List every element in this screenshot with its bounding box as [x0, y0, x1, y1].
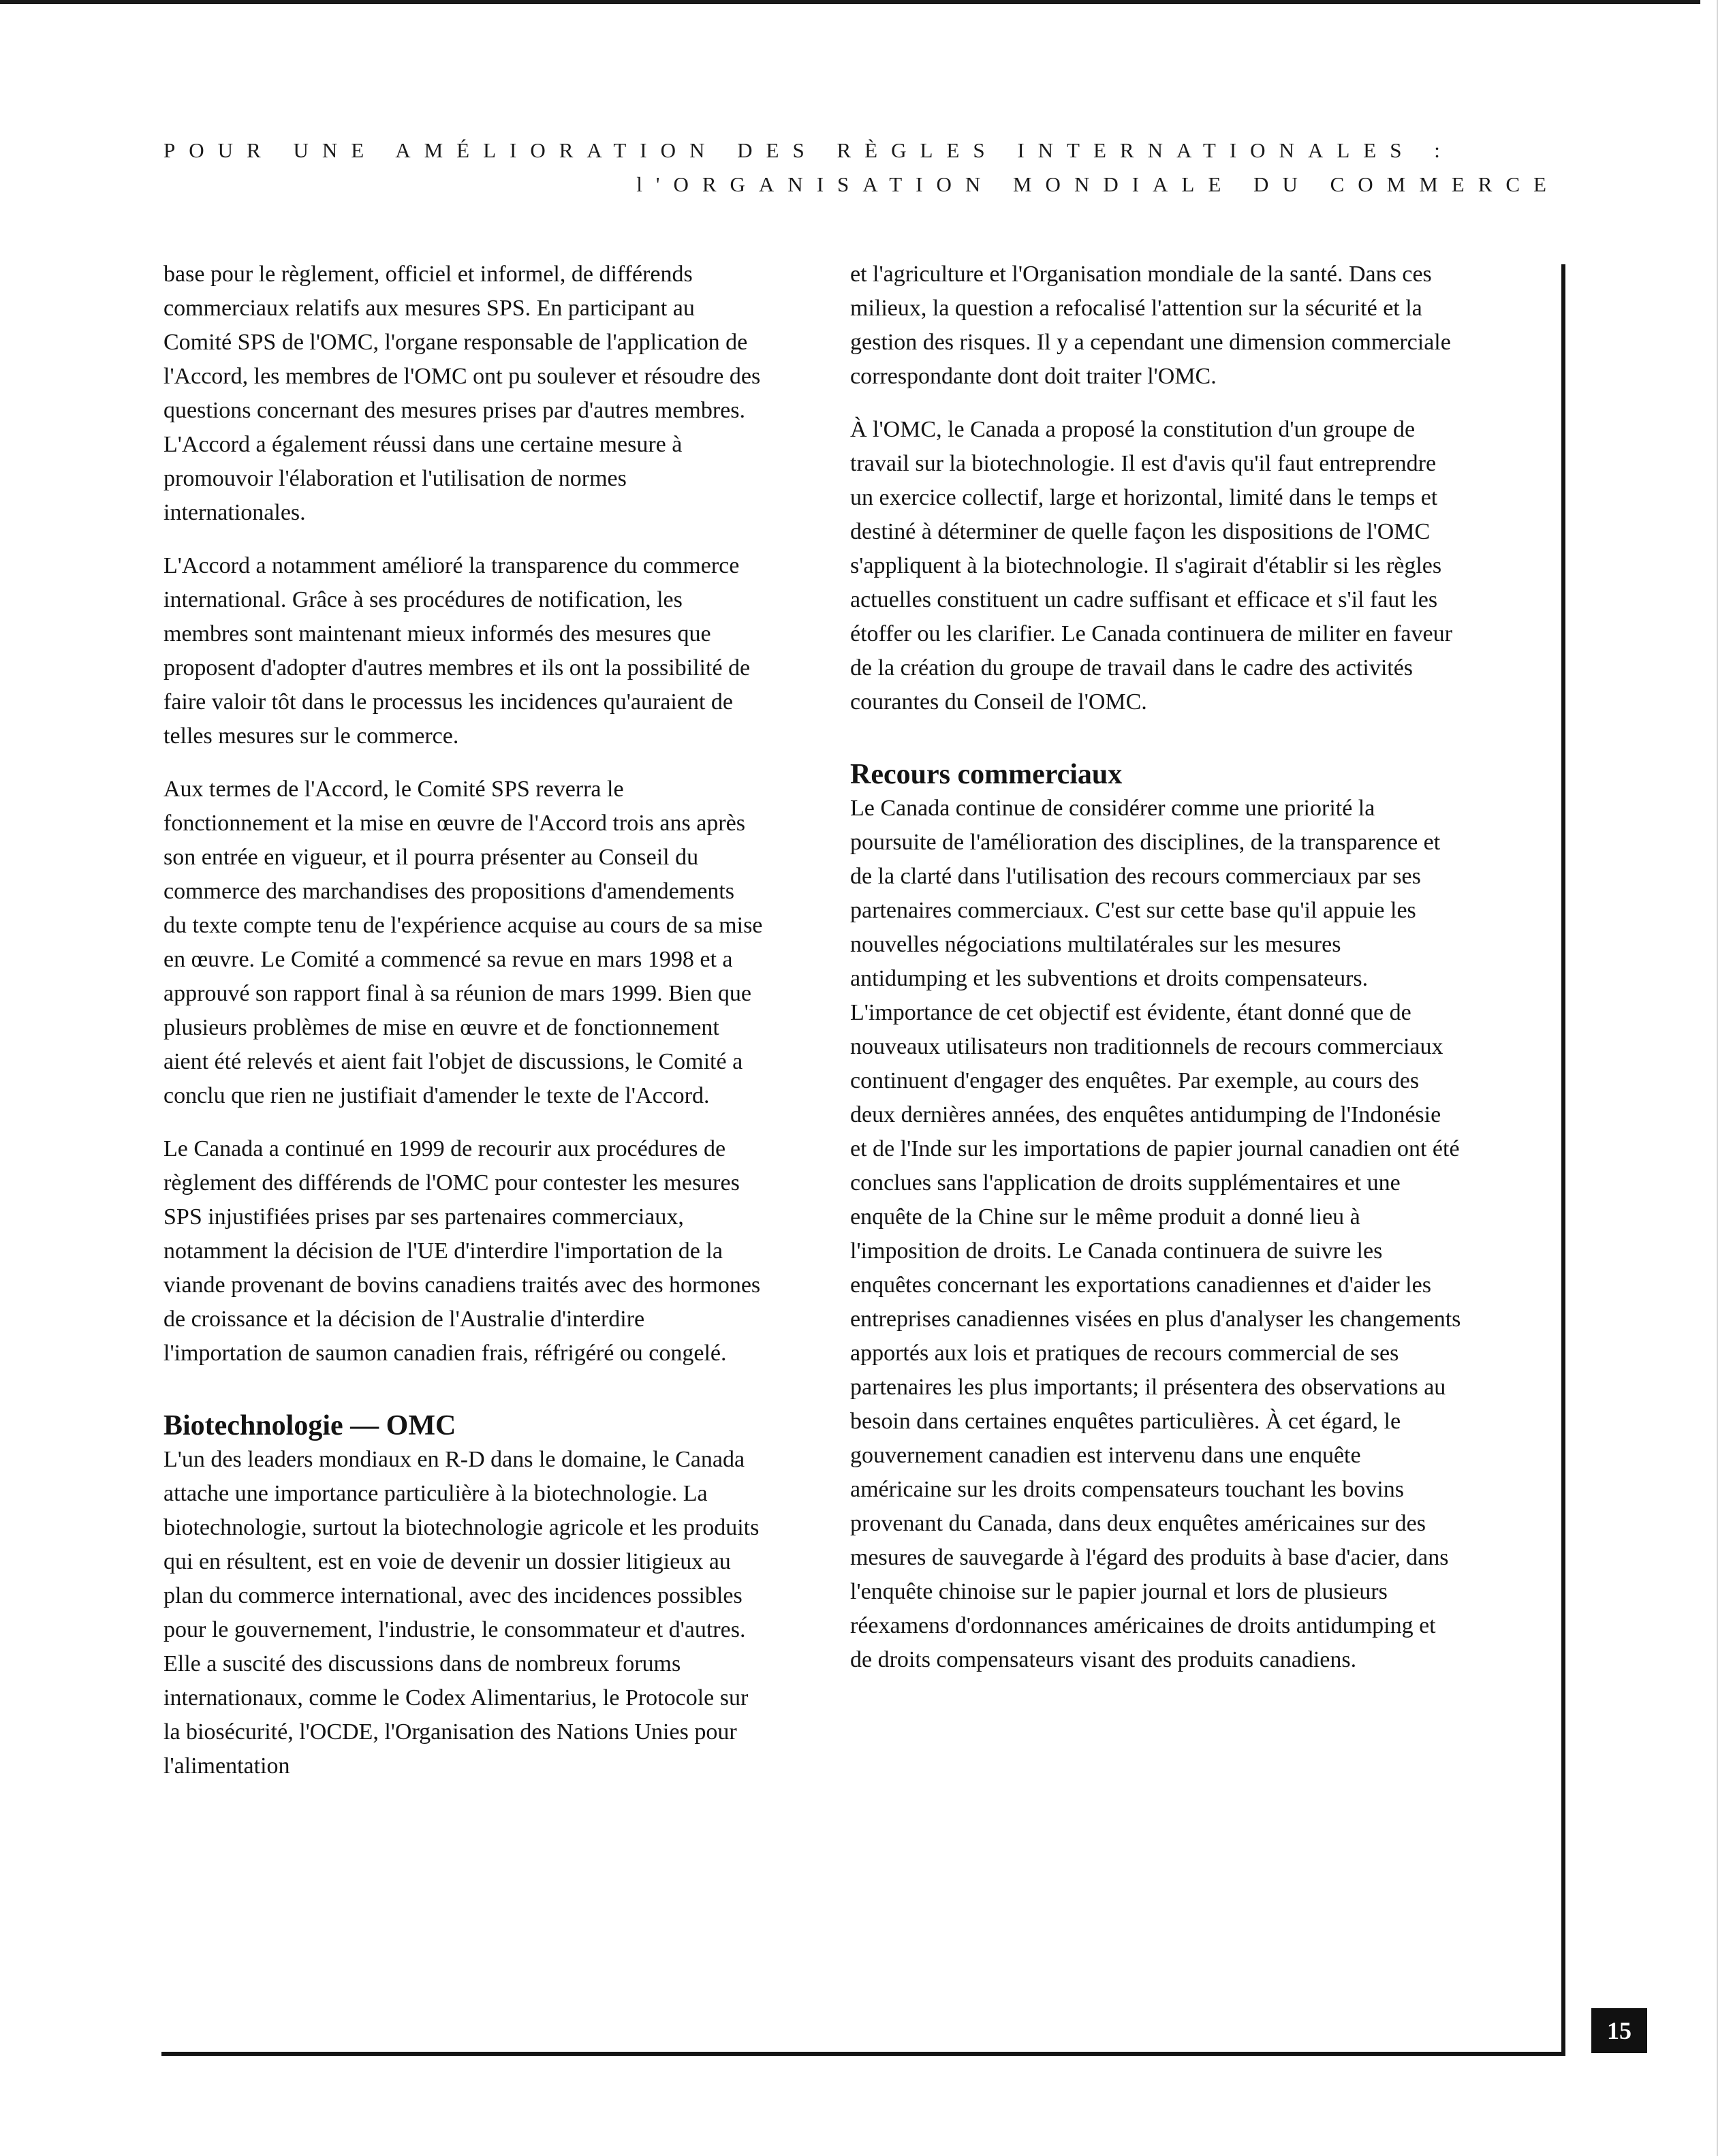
bottom-rule — [161, 2052, 1565, 2056]
body-paragraph: Aux termes de l'Accord, le Comité SPS reverra le fonctionnement et la mise en œuvre de l'Accord trois ans après son entrée en vigueur, et il pourra présenter au Conseil du commerce des marchandises des propositions d'amendements du texte compte tenu de l'expérience acquise au cours de sa mise en œuvre. Le Comité a commencé sa revue en mars 1998 et a approuvé son rapport final à sa réunion de mars 1999. Bien que plusieurs problèmes de mise en œuvre et de fonctionnement aient été relevés et aient fait l'objet de discussions, le Comité a conclu que rien ne justifiait d'amender le texte de l'Accord. — [163, 777, 763, 1108]
page-number: 15 — [1591, 2008, 1647, 2053]
body-paragraph: et l'agriculture et l'Organisation mondiale de la santé. Dans ces milieux, la question a refocalisé l'attention sur la sécurité et la gestion des risques. Il y a cependant une dimension commerciale correspondante dont doit traiter l'OMC. — [850, 262, 1451, 389]
right-column — [850, 257, 1463, 1696]
body-paragraph: L'Accord a notamment amélioré la transparence du commerce international. Grâce à ses procédures de notification, les membres sont maintenant mieux informés des mesures que proposent d'adopter d'autres membres et ils ont la possibilité de faire valoir tôt dans le processus les incidences qu'auraient de telles mesures sur le commerce. — [163, 553, 751, 749]
column-vertical-rule — [1561, 264, 1565, 2056]
top-rule — [0, 0, 1700, 4]
body-paragraph: Le Canada continue de considérer comme une priorité la poursuite de l'amélioration des disciplines, de la transparence et de la clarté dans l'utilisation des recours commerciaux par ses partenaires commerciaux. C'est sur cette base qu'il appuie les nouvelles négociations multilatérales sur les mesures antidumping et les subventions et droits compensateurs. L'importance de cet objectif est évidente, étant donné que de nouveaux utilisateurs non traditionnels de recours commerciaux continuent d'engager des enquêtes. Par exemple, au cours des deux dernières années, des enquêtes antidumping de l'Indonésie et de l'Inde sur les importations de papier journal canadien ont été conclues sans l'application de droits supplémentaires et une enquête de la Chine sur le même produit a donné lieu à l'imposition de droits. Le Canada continuera de suivre les enquêtes concernant les exportations canadiennes et d'aider les entreprises canadiennes visées en plus d'analyser les changements apportés aux lois et pratiques de recours commercial de ses partenaires les plus importants; il présentera des observations au besoin dans certaines enquêtes particulières. À cet égard, le gouvernement canadien est intervenu dans une enquête américaine sur les droits compensateurs touchant les bovins provenant du Canada, dans deux enquêtes américaines sur des mesures de sauvegarde à l'égard des produits à base d'acier, dans l'enquête chinoise sur le papier journal et lors de plusieurs réexamens d'ordonnances américaines de droits antidumping et de droits compensateurs visant des produits canadiens. — [850, 796, 1461, 1672]
body-paragraph: À l'OMC, le Canada a proposé la constitution d'un groupe de travail sur la biotechnologie. Il est d'avis qu'il faut entreprendre un exercice collectif, large et horizontal, limité dans le temps et destiné à déterminer de quelle façon les dispositions de l'OMC s'appliquent à la biotechnologie. Il s'agirait d'établir si les règles actuelles constituent un cadre suffisant et efficace et s'il faut les étoffer ou les clarifier. Le Canada continuera de militer en faveur de la création du groupe de travail dans le cadre des activités courantes du Conseil de l'OMC. — [850, 417, 1452, 715]
running-head-line-1: POUR UNE AMÉLIORATION DES RÈGLES INTERNATIONALES : — [163, 138, 1454, 162]
body-paragraph: base pour le règlement, officiel et informel, de différends commerciaux relatifs aux mesures SPS. En participant au Comité SPS de l'OMC, l'organe responsable de l'application de l'Accord, les membres de l'OMC ont pu soulever et résoudre des questions concernant des mesures prises par d'autres membres. L'Accord a également réussi dans une certaine mesure à promouvoir l'élaboration et l'utilisation de normes internationales. — [163, 262, 761, 525]
scan-edge — [1717, 0, 1718, 2156]
left-column — [163, 257, 763, 1802]
running-head-line-2 — [163, 168, 1560, 202]
body-paragraph: Le Canada a continué en 1999 de recourir aux procédures de règlement des différends de l'OMC pour contester les mesures SPS injustifiées prises par ses partenaires commerciaux, notamment la décision de l'UE d'interdire l'importation de la viande provenant de bovins canadiens traités avec des hormones de croissance et la décision de l'Australie d'interdire l'importation de saumon canadien frais, réfrigéré ou congelé. — [163, 1136, 761, 1366]
running-head — [163, 134, 1560, 202]
section-heading-biotechnologie: Biotechnologie — OMC — [163, 1410, 456, 1441]
body-paragraph: L'un des leaders mondiaux en R-D dans le domaine, le Canada attache une importance particulière à la biotechnologie. La biotechnologie, surtout la biotechnologie agricole et les produits qui en résultent, est en voie de devenir un dossier litigieux au plan du commerce international, avec des incidences possibles pour le gouvernement, l'industrie, le consommateur et d'autres. Elle a suscité des discussions dans de nombreux forums internationaux, comme le Codex Alimentarius, le Protocole sur la biosécurité, l'OCDE, l'Organisation des Nations Unies pour l'alimentation — [163, 1447, 760, 1779]
section-heading-recours-commerciaux: Recours commerciaux — [850, 759, 1123, 790]
running-head-article: l' — [636, 172, 674, 196]
running-head-organisation: ORGANISATION MONDIALE DU COMMERCE — [673, 172, 1560, 196]
